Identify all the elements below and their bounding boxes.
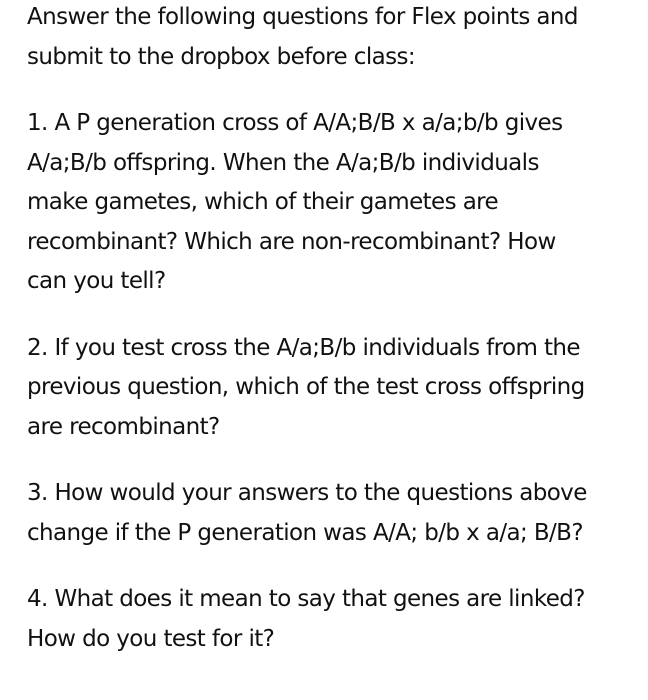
- question-line: change if the P generation was A/A; b/b x a/a; B/B?: [27, 519, 583, 546]
- question-line: A/a;B/b offspring. When the A/a;B/b individuals: [27, 149, 539, 176]
- question-line: 3. How would your answers to the questions above: [27, 480, 587, 506]
- instructions-line: Answer the following questions for Flex points and: [27, 4, 578, 30]
- document-page: [27, 0, 627, 659]
- question-1: [27, 104, 627, 302]
- question-2: [27, 329, 627, 448]
- question-line: 2. If you test cross the A/a;B/b individuals from the: [27, 334, 580, 361]
- question-line: previous question, which of the test cross offspring: [27, 374, 585, 400]
- question-line: recombinant? Which are non-recombinant? How: [27, 228, 556, 255]
- question-line: How do you test for it?: [27, 625, 275, 652]
- question-line: can you tell?: [27, 268, 166, 294]
- question-3: [27, 474, 627, 553]
- question-line: make gametes, which of their gametes are: [27, 189, 499, 215]
- question-4: [27, 580, 627, 659]
- question-line: 4. What does it mean to say that genes are linked?: [27, 586, 585, 612]
- question-line: are recombinant?: [27, 413, 220, 440]
- question-line: 1. A P generation cross of A/A;B/B x a/a;b/b gives: [27, 110, 563, 136]
- instructions-line: submit to the dropbox before class:: [27, 43, 416, 70]
- instructions-paragraph: [27, 0, 627, 77]
